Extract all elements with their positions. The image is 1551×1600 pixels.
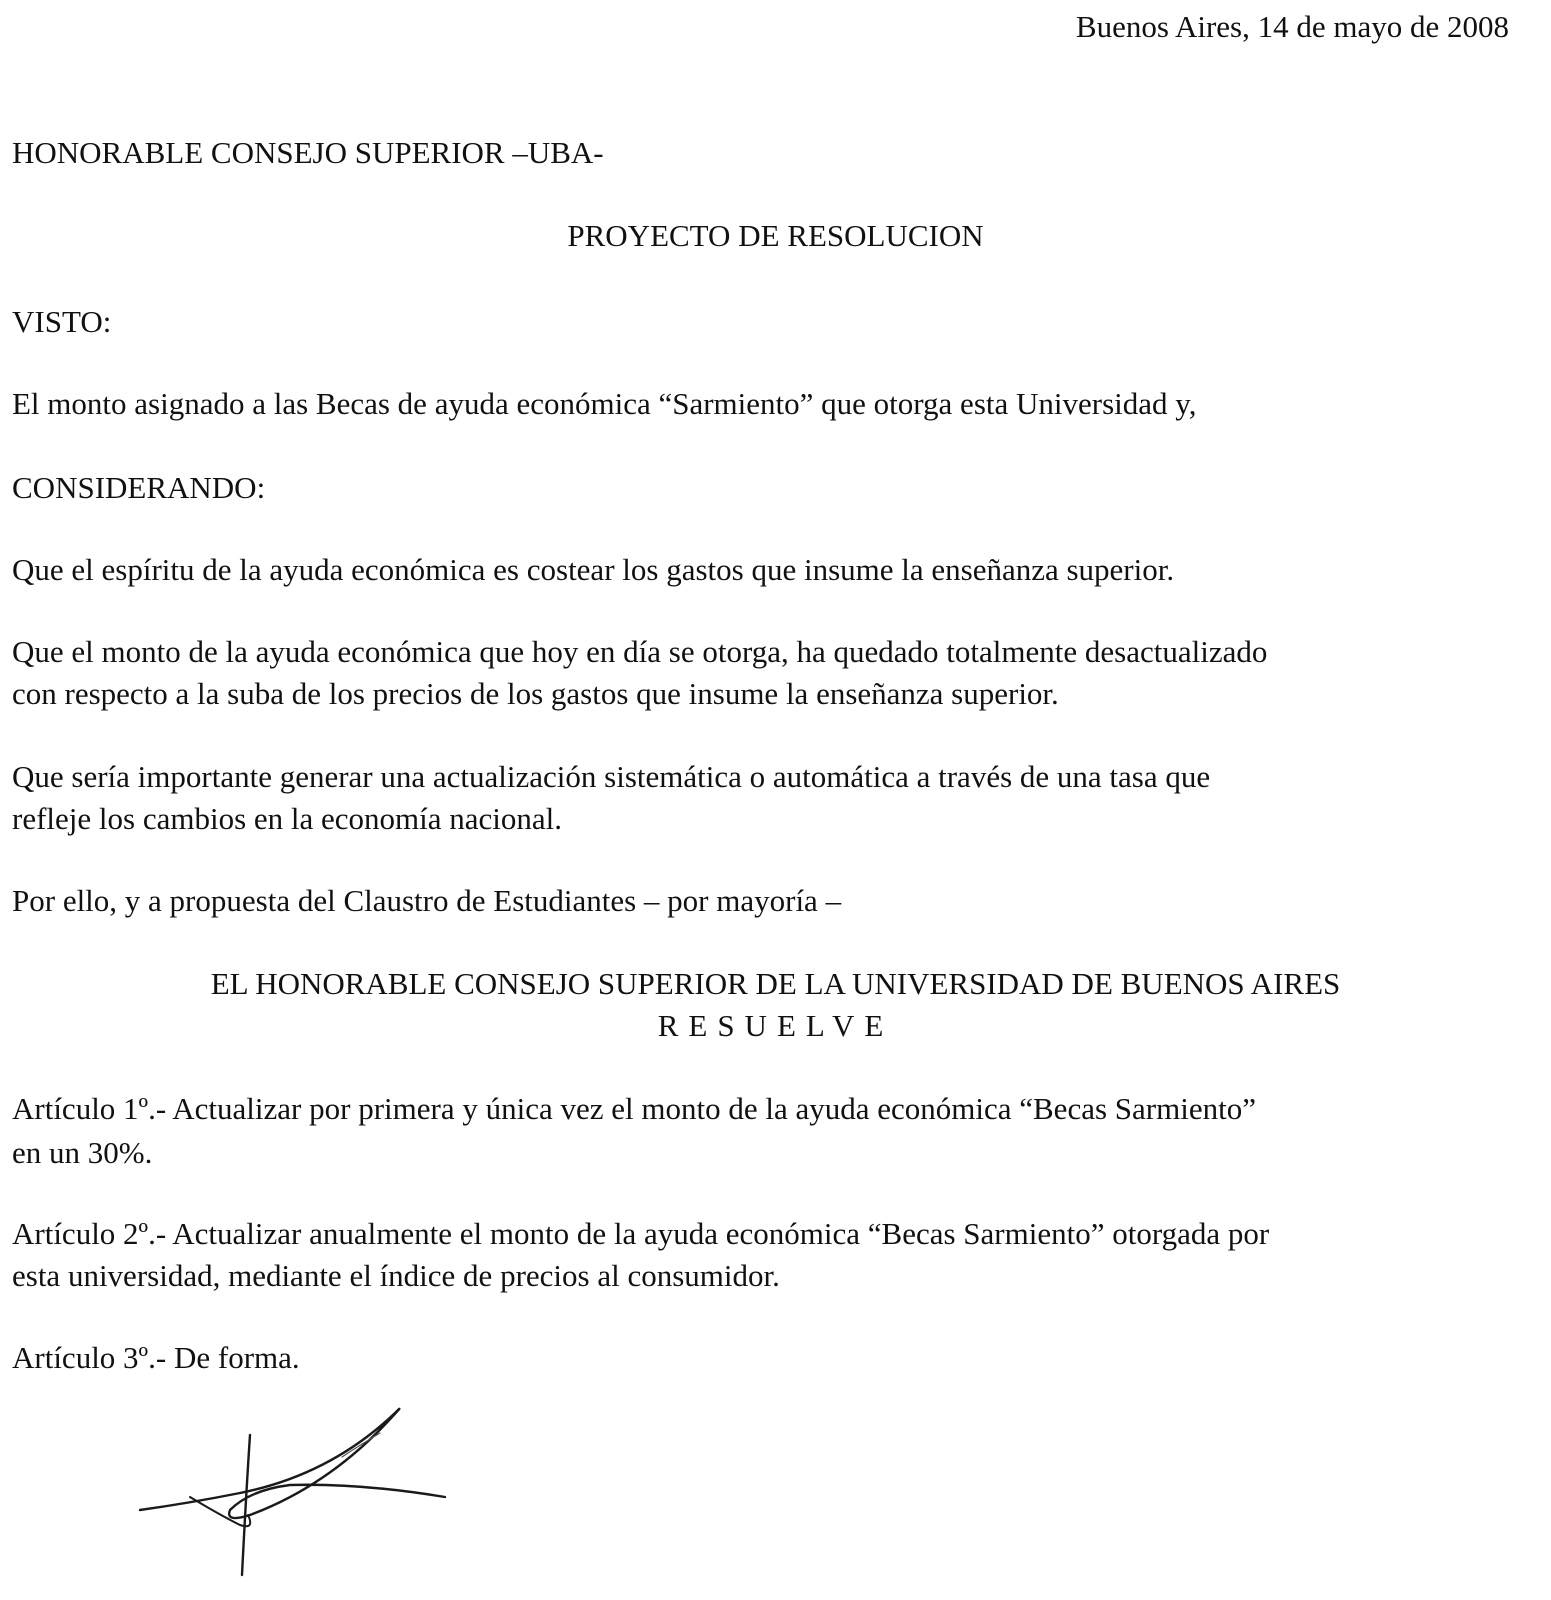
- date-line: Buenos Aires, 14 de mayo de 2008: [1075, 9, 1509, 44]
- article-2-line-1: Artículo 2º.- Actualizar anualmente el monto de la ayuda económica “Becas Sarmiento” otorgada por: [12, 1216, 1270, 1251]
- considerando-paragraph-3-line-2: refleje los cambios en la economía nacional.: [12, 801, 563, 836]
- signature-stroke-main: [140, 1409, 445, 1518]
- council-line: EL HONORABLE CONSEJO SUPERIOR DE LA UNIVERSIDAD DE BUENOS AIRES: [210, 966, 1341, 1001]
- signature-stroke-tail: [342, 1433, 380, 1457]
- addressee: HONORABLE CONSEJO SUPERIOR –UBA-: [12, 135, 604, 170]
- considerando-paragraph-2-line-2: con respecto a la suba de los precios de los gastos que insume la enseñanza superior.: [12, 676, 1059, 711]
- visto-heading: VISTO:: [12, 304, 112, 339]
- article-1-line-1: Artículo 1º.- Actualizar por primera y única vez el monto de la ayuda económica “Becas Sarmiento”: [12, 1091, 1256, 1126]
- document-title: PROYECTO DE RESOLUCION: [567, 218, 984, 253]
- article-1-line-2: en un 30%.: [12, 1135, 153, 1170]
- article-3: Artículo 3º.- De forma.: [12, 1340, 300, 1375]
- resuelve-heading: RESUELVE: [657, 1008, 894, 1043]
- proposal-line: Por ello, y a propuesta del Claustro de Estudiantes – por mayoría –: [12, 883, 842, 918]
- visto-text: El monto asignado a las Becas de ayuda económica “Sarmiento” que otorga esta Universidad y,: [12, 386, 1197, 421]
- considerando-paragraph-3-line-1: Que sería importante generar una actualización sistemática o automática a través de una tasa que: [12, 759, 1211, 794]
- considerando-paragraph-2-line-1: Que el monto de la ayuda económica que hoy en día se otorga, ha quedado totalmente desactualizado: [12, 634, 1268, 669]
- considerando-paragraph-1: Que el espíritu de la ayuda económica es costear los gastos que insume la enseñanza superior.: [12, 552, 1175, 587]
- signature-stroke-vertical: [242, 1435, 250, 1575]
- considerando-heading: CONSIDERANDO:: [12, 470, 266, 505]
- article-2-line-2: esta universidad, mediante el índice de precios al consumidor.: [12, 1258, 780, 1293]
- signature: [130, 1405, 470, 1585]
